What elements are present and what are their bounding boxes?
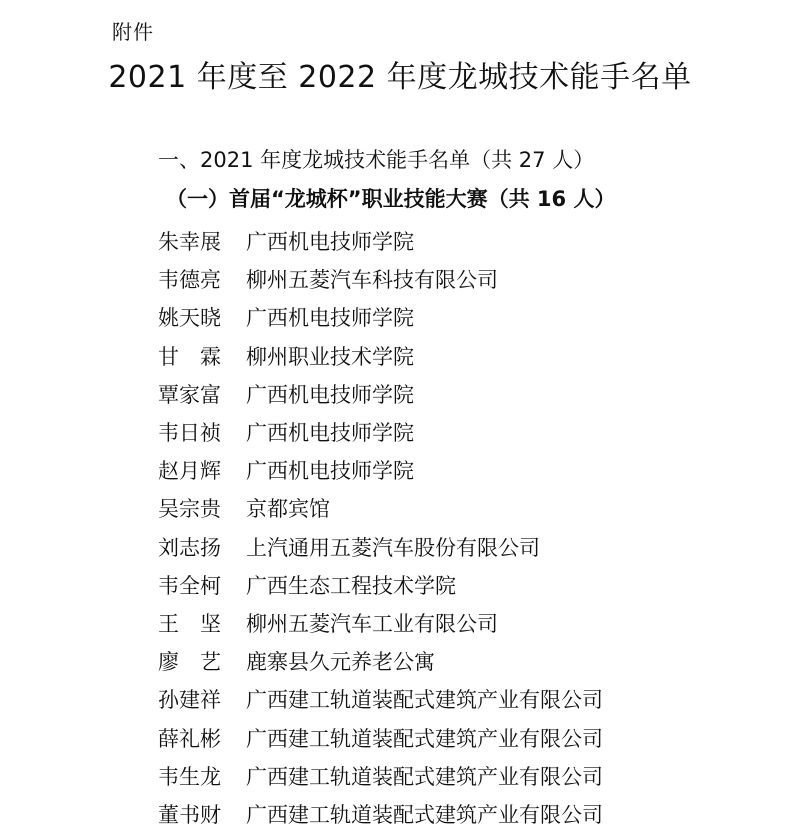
person-name: 赵月辉: [158, 459, 221, 484]
person-name: 薛礼彬: [158, 726, 221, 751]
organization: 广西建工轨道装配式建筑产业有限公司: [246, 802, 603, 827]
list-item: [158, 222, 603, 260]
person-name: 姚天晓: [158, 306, 221, 331]
list-item: [158, 718, 603, 756]
winner-list: [158, 222, 603, 833]
organization: 广西建工轨道装配式建筑产业有限公司: [246, 764, 603, 789]
organization: 鹿寨县久元养老公寓: [246, 650, 435, 675]
organization: 柳州五菱汽车工业有限公司: [246, 611, 498, 636]
list-item: [158, 642, 603, 680]
organization: 柳州五菱汽车科技有限公司: [246, 268, 498, 293]
document-title: 2021 年度至 2022 年度龙城技术能手名单: [108, 60, 692, 95]
list-item: [158, 489, 603, 527]
list-item: [158, 757, 603, 795]
person-name: 董书财: [158, 802, 221, 827]
person-name: 刘志扬: [158, 535, 221, 560]
person-name: 韦生龙: [158, 764, 221, 789]
person-name: 韦全柯: [158, 573, 221, 598]
organization: 上汽通用五菱汽车股份有限公司: [246, 535, 540, 560]
organization: 广西机电技师学院: [246, 421, 414, 446]
list-item: [158, 566, 603, 604]
person-name: 吴宗贵: [158, 497, 221, 522]
list-item: [158, 375, 603, 413]
organization: 广西机电技师学院: [246, 459, 414, 484]
organization: 柳州职业技术学院: [246, 344, 414, 369]
attachment-label: 附件: [112, 20, 154, 44]
person-name: 廖 艺: [158, 650, 221, 675]
list-item: [158, 413, 603, 451]
person-name: 覃家富: [158, 382, 221, 407]
list-item: [158, 298, 603, 336]
list-item: [158, 604, 603, 642]
person-name: 韦德亮: [158, 268, 221, 293]
organization: 广西机电技师学院: [246, 382, 414, 407]
sub-heading: （一）首届“龙城杯”职业技能大赛（共 16 人）: [166, 187, 616, 211]
person-name: 韦日祯: [158, 421, 221, 446]
list-item: [158, 528, 603, 566]
organization: 广西生态工程技术学院: [246, 573, 456, 598]
list-item: [158, 451, 603, 489]
list-item: [158, 260, 603, 298]
organization: 广西建工轨道装配式建筑产业有限公司: [246, 726, 603, 751]
organization: 广西机电技师学院: [246, 230, 414, 255]
organization: 广西建工轨道装配式建筑产业有限公司: [246, 688, 603, 713]
person-name: 孙建祥: [158, 688, 221, 713]
person-name: 王 坚: [158, 611, 221, 636]
person-name: 朱幸展: [158, 230, 221, 255]
person-name: 甘 霖: [158, 344, 221, 369]
list-item: [158, 680, 603, 718]
list-item: [158, 795, 603, 833]
organization: 广西机电技师学院: [246, 306, 414, 331]
organization: 京都宾馆: [246, 497, 330, 522]
section-heading: 一、2021 年度龙城技术能手名单（共 27 人）: [158, 148, 595, 172]
list-item: [158, 337, 603, 375]
